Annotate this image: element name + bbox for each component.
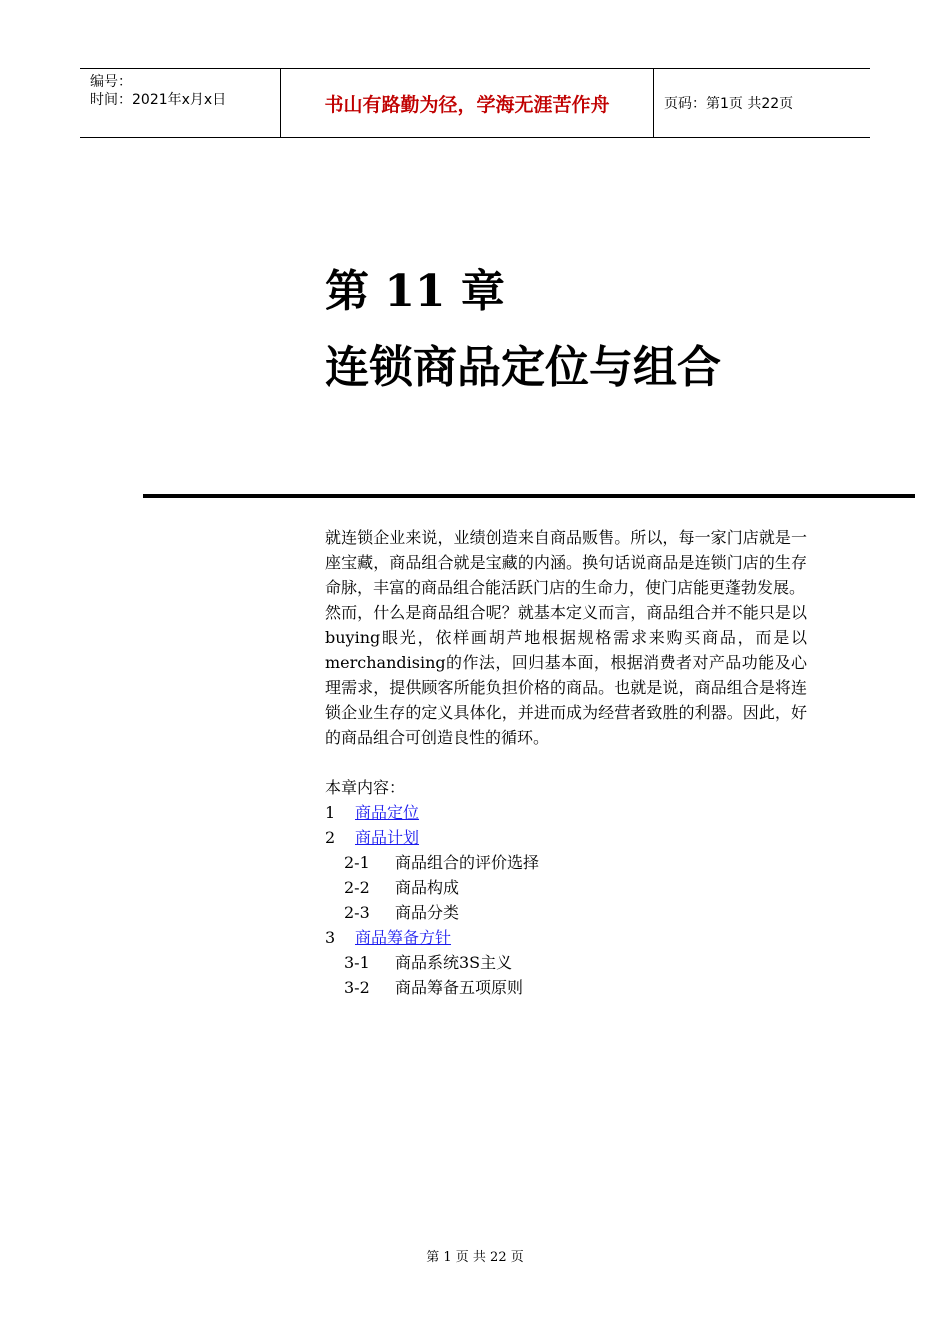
page-footer: 第 1 页 共 22 页 <box>426 1250 524 1265</box>
toc-item <box>325 825 807 850</box>
toc-item <box>325 925 807 950</box>
toc-item-number: 3 <box>325 928 336 947</box>
toc-subitem <box>325 975 807 1000</box>
toc-link-product-preparation[interactable]: 商品筹备方针 <box>355 928 452 947</box>
toc-item-number: 1 <box>325 803 336 822</box>
toc-subitem-label: 商品筹备五项原则 <box>395 978 524 997</box>
toc-subitem-label: 商品系统3S主义 <box>395 953 513 972</box>
chapter-body <box>325 525 807 1000</box>
header-meta-cell <box>80 69 281 137</box>
header-motto: 书山有路勤为径，学海无涯苦作舟 <box>281 69 654 137</box>
intro-paragraph-2: 然而，什么是商品组合呢？就基本定义而言，商品组合并不能只是以buying眼光，依样画胡芦地根据规格需求来购买商品，而是以merchandising的作法，回归基本面，根据消费者对产品功能及心理需求，提供顾客所能负担价格的商品。也就是说，商品组合是将连锁企业生存的定义具体化，并进而成为经营者致胜的利器。因此，好的商品组合可创造良性的循环。 <box>325 603 807 747</box>
toc-subitem-number: 2-2 <box>344 878 370 897</box>
toc-subitem-label: 商品组合的评价选择 <box>395 853 540 872</box>
toc-subitem-number: 3-1 <box>344 953 370 972</box>
toc-subitem <box>325 875 807 900</box>
document-header <box>80 68 870 138</box>
toc-subitem-number: 3-2 <box>344 978 370 997</box>
toc-link-product-positioning[interactable]: 商品定位 <box>355 803 420 822</box>
toc-subitem <box>325 900 807 925</box>
time-label: 时间：2021年x月x日 <box>90 92 227 108</box>
toc-subitem-number: 2-1 <box>344 853 370 872</box>
toc-subitem-label: 商品构成 <box>395 878 460 897</box>
toc-subitem <box>325 950 807 975</box>
toc-item <box>325 800 807 825</box>
toc-subitem-label: 商品分类 <box>395 903 460 922</box>
toc-subitem-number: 2-3 <box>344 903 370 922</box>
table-of-contents <box>325 800 807 1000</box>
toc-item-number: 2 <box>325 828 336 847</box>
intro-paragraph-1: 就连锁企业来说，业绩创造来自商品贩售。所以，每一家门店就是一座宝藏，商品组合就是宝藏的内涵。换句话说商品是连锁门店的生存命脉，丰富的商品组合能活跃门店的生命力，使门店能更蓬勃发展。 <box>325 528 807 597</box>
toc-link-product-planning[interactable]: 商品计划 <box>355 828 420 847</box>
chapter-title: 连锁商品定位与组合 <box>325 342 721 393</box>
code-label: 编号： <box>90 74 132 90</box>
title-divider <box>143 494 915 498</box>
header-page-info: 页码：第1页 共22页 <box>664 96 794 112</box>
chapter-number: 第 11 章 <box>325 266 505 317</box>
toc-subitem <box>325 850 807 875</box>
toc-heading: 本章内容： <box>325 778 406 797</box>
